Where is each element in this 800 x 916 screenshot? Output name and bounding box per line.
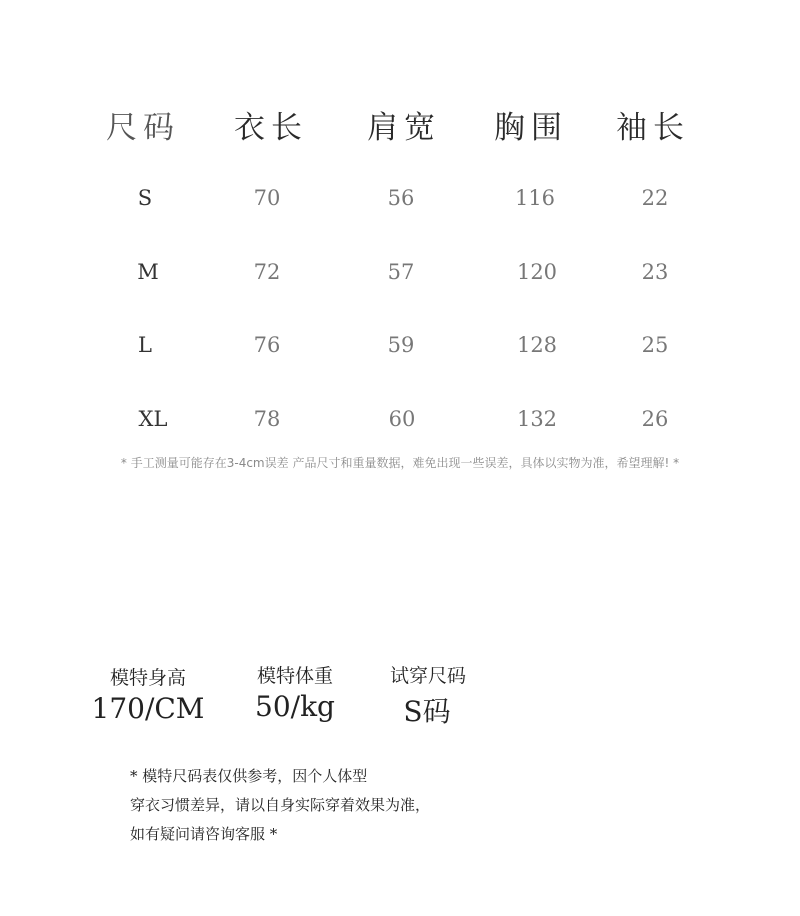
note-line: 如有疑问请咨询客服 *: [130, 825, 278, 843]
row-chest: 132: [516, 407, 558, 431]
row-size: L: [138, 333, 152, 357]
row-shoulder: 56: [387, 186, 415, 210]
note-line: 穿衣习惯差异，请以自身实际穿着效果为准，: [130, 796, 431, 814]
row-shoulder: 59: [387, 333, 415, 357]
row-chest: 120: [516, 260, 558, 284]
header-length: 衣长: [234, 110, 308, 146]
model-weight-value: 50/kg: [255, 690, 335, 723]
row-sleeve: 26: [641, 407, 669, 431]
row-length: 72: [253, 260, 281, 284]
row-chest: 128: [516, 333, 558, 357]
row-length: 78: [253, 407, 281, 431]
row-length: 70: [253, 186, 281, 210]
header-chest: 胸围: [494, 110, 568, 146]
row-sleeve: 25: [641, 333, 669, 357]
model-weight-label: 模特体重: [256, 665, 334, 687]
row-sleeve: 22: [641, 186, 669, 210]
row-sleeve: 23: [641, 260, 669, 284]
header-sleeve: 袖长: [616, 110, 690, 146]
model-height-label: 模特身高: [109, 667, 187, 689]
trial-size-value: S码: [403, 695, 451, 728]
row-shoulder: 57: [387, 260, 415, 284]
trial-size-label: 试穿尺码: [389, 665, 467, 687]
model-height-value: 170/CM: [91, 692, 205, 725]
measurement-note: * 手工测量可能存在3-4cm误差 产品尺寸和重量数据，难免出现一些误差，具体以实物为准，希望理解! *: [120, 456, 680, 470]
model-notes: [130, 762, 430, 849]
row-size: XL: [138, 407, 168, 431]
header-shoulder: 肩宽: [367, 110, 441, 146]
row-size: M: [137, 260, 159, 284]
row-length: 76: [253, 333, 281, 357]
header-size: 尺码: [106, 110, 180, 146]
row-size: S: [137, 186, 153, 210]
row-shoulder: 60: [388, 407, 416, 431]
row-chest: 116: [514, 186, 556, 210]
note-line: * 模特尺码表仅供参考，因个人体型: [130, 767, 368, 785]
